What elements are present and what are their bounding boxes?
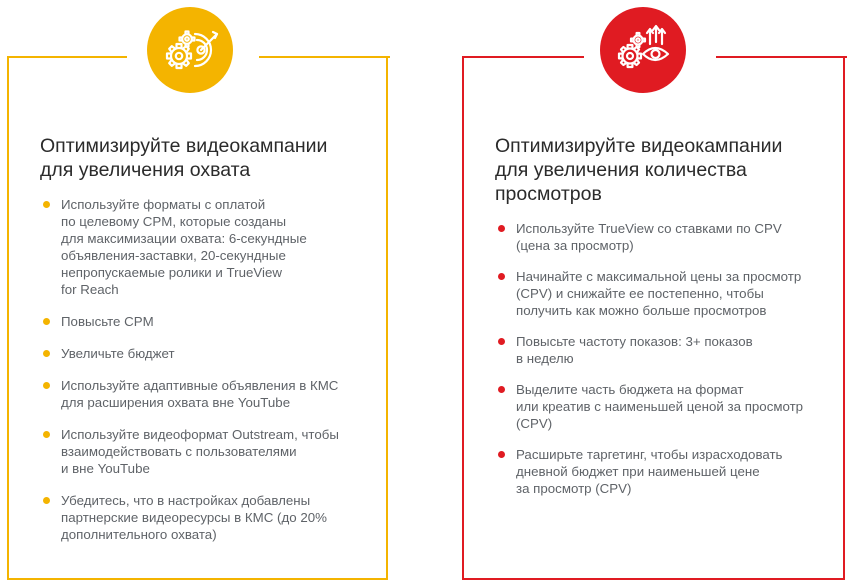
card-top-border-left bbox=[462, 56, 584, 58]
list-item-text: Повысьте CPM bbox=[61, 314, 154, 329]
list-item bbox=[43, 196, 378, 298]
card-top-border-right bbox=[259, 56, 390, 58]
card-top-border-left bbox=[7, 56, 127, 58]
bullet-dot bbox=[43, 497, 50, 504]
list-item bbox=[498, 446, 828, 497]
bullet-dot bbox=[498, 386, 505, 393]
reach-bullet-list bbox=[43, 196, 378, 558]
gears-eye-arrows-icon bbox=[600, 7, 686, 93]
bullet-dot bbox=[43, 350, 50, 357]
list-item bbox=[498, 268, 828, 319]
list-item-text: Используйте адаптивные объявления в КМС для расширения охвата вне YouTube bbox=[61, 378, 339, 410]
bullet-dot bbox=[43, 431, 50, 438]
list-item-text: Используйте видеоформат Outstream, чтобы взаимодействовать с пользователями и вне YouTube bbox=[61, 427, 339, 476]
list-item bbox=[43, 313, 378, 330]
card-top-border-right bbox=[716, 56, 847, 58]
list-item bbox=[498, 381, 828, 432]
list-item bbox=[43, 345, 378, 362]
list-item-text: Расширьте таргетинг, чтобы израсходовать дневной бюджет при наименьшей цене за просмотр (CPV) bbox=[516, 447, 783, 496]
list-item bbox=[43, 377, 378, 411]
list-item-text: Повысьте частоту показов: 3+ показов в неделю bbox=[516, 334, 753, 366]
views-bullet-list bbox=[498, 220, 828, 511]
list-item-text: Выделите часть бюджета на формат или креатив с наименьшей ценой за просмотр (CPV) bbox=[516, 382, 804, 431]
bullet-dot bbox=[43, 382, 50, 389]
list-item-text: Увеличьте бюджет bbox=[61, 346, 175, 361]
bullet-dot bbox=[43, 318, 50, 325]
reach-card bbox=[7, 56, 388, 580]
bullet-dot bbox=[498, 451, 505, 458]
reach-card-title: Оптимизируйте видеокампании для увеличения охвата bbox=[40, 135, 328, 181]
list-item bbox=[43, 492, 378, 543]
bullet-dot bbox=[43, 201, 50, 208]
list-item bbox=[43, 426, 378, 477]
bullet-dot bbox=[498, 273, 505, 280]
views-card-title: Оптимизируйте видеокампании для увеличения количества просмотров bbox=[495, 135, 783, 205]
list-item-text: Используйте TrueView со ставками по CPV (цена за просмотр) bbox=[516, 221, 782, 253]
gears-target-icon bbox=[147, 7, 233, 93]
bullet-dot bbox=[498, 338, 505, 345]
views-card bbox=[462, 56, 845, 580]
list-item-text: Используйте форматы с оплатой по целевому CPM, которые созданы для максимизации охвата: 6-секундные объявления-заставки, 20-секундные непропускаемые ролики и TrueView for Reach bbox=[61, 197, 307, 297]
list-item bbox=[498, 220, 828, 254]
bullet-dot bbox=[498, 225, 505, 232]
list-item bbox=[498, 333, 828, 367]
list-item-text: Начинайте с максимальной цены за просмотр (CPV) и снижайте ее постепенно, чтобы получить как можно больше просмотров bbox=[516, 269, 802, 318]
list-item-text: Убедитесь, что в настройках добавлены партнерские видеоресурсы в КМС (до 20% дополнительного охвата) bbox=[61, 493, 327, 542]
